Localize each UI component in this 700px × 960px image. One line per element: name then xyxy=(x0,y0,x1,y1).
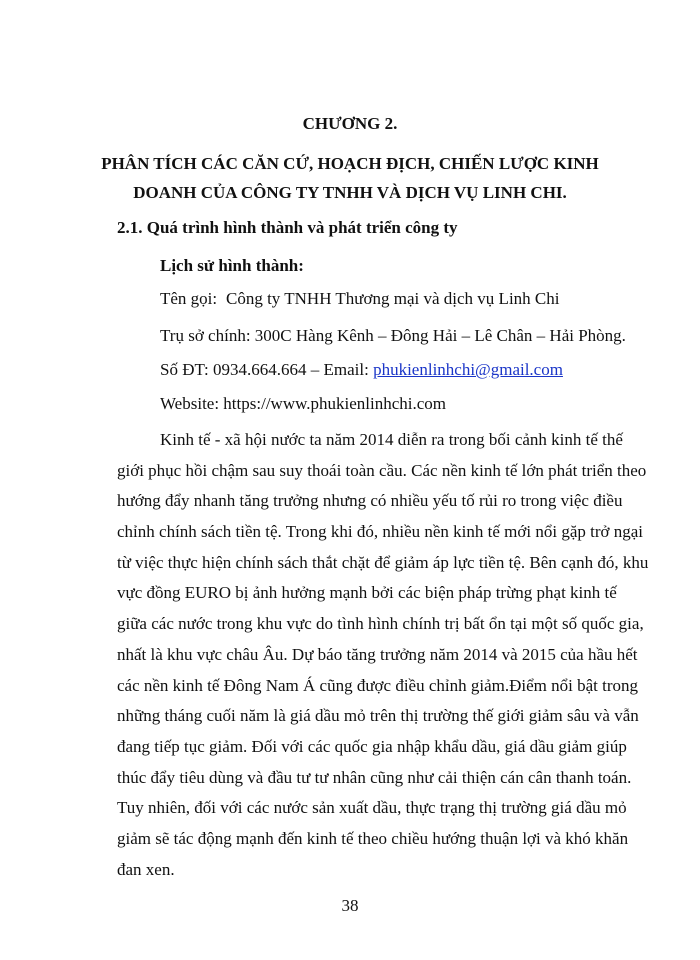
paragraph-line: các nền kinh tế Đông Nam Á cũng được điều chỉnh giảm.Điểm nổi bật trong xyxy=(117,675,638,695)
paragraph-line: đang tiếp tục giảm. Đối với các quốc gia nhập khẩu dầu, giá dầu giảm giúp xyxy=(117,736,627,756)
paragraph-line: đan xen. xyxy=(117,859,175,879)
address-line: Trụ sở chính: 300C Hàng Kênh – Đông Hải – Lê Chân – Hải Phòng. xyxy=(160,326,626,345)
chapter-number: CHƯƠNG 2. xyxy=(302,114,398,133)
page-number: 38 xyxy=(341,896,359,915)
section-heading: 2.1. Quá trình hình thành và phát triển công ty xyxy=(117,218,458,237)
paragraph-line: giới phục hồi chậm sau suy thoái toàn cầu. Các nền kinh tế lớn phát triển theo xyxy=(117,460,647,480)
body-paragraph xyxy=(117,425,649,885)
chapter-title-line-2: DOANH CỦA CÔNG TY TNHH VÀ DỊCH VỤ LINH CHI. xyxy=(133,183,567,202)
paragraph-line: giữa các nước trong khu vực do tình hình chính trị bất ổn tại một số quốc gia, xyxy=(117,614,644,634)
paragraph-line: thúc đẩy tiêu dùng và đầu tư tư nhân cũng như cải thiện cán cân thanh toán. xyxy=(117,767,632,787)
phone-text: Số ĐT: 0934.664.664 – Email: xyxy=(160,360,374,379)
paragraph-line: hướng đẩy nhanh tăng trưởng nhưng có nhiều yếu tố rủi ro trong việc điều xyxy=(117,491,623,511)
name-value: Công ty TNHH Thương mại và dịch vụ Linh Chi xyxy=(226,289,560,308)
paragraph-line: chỉnh chính sách tiền tệ. Trong khi đó, nhiều nền kinh tế mới nổi gặp trở ngại xyxy=(117,522,644,542)
contact-line xyxy=(160,360,563,380)
company-name-line xyxy=(160,289,559,309)
paragraph-line: những tháng cuối năm là giá dầu mỏ trên thị trường thế giới giảm sâu và vẫn xyxy=(117,706,639,726)
paragraph-line: giảm sẽ tác động mạnh đến kinh tế theo chiều hướng thuận lợi và khó khăn xyxy=(117,828,629,848)
paragraph-line: Kinh tế - xã hội nước ta năm 2014 diễn ra trong bối cảnh kinh tế thế xyxy=(160,430,623,449)
website-line: Website: https://www.phukienlinhchi.com xyxy=(160,394,447,413)
history-heading: Lịch sử hình thành: xyxy=(160,256,304,275)
chapter-title-line-1: PHÂN TÍCH CÁC CĂN CỨ, HOẠCH ĐỊCH, CHIẾN LƯỢC KINH xyxy=(101,154,599,173)
paragraph-line: Tuy nhiên, đối với các nước sản xuất dầu, thực trạng thị trường giá dầu mỏ xyxy=(117,798,627,818)
name-label: Tên gọi: xyxy=(160,289,218,308)
paragraph-line: vực đồng EURO bị ảnh hưởng mạnh bởi các biện pháp trừng phạt kinh tế xyxy=(117,583,617,603)
paragraph-line: nhất là khu vực châu Âu. Dự báo tăng trưởng năm 2014 và 2015 của hầu hết xyxy=(117,644,638,664)
email-link[interactable]: phukienlinhchi@gmail.com xyxy=(373,360,563,379)
paragraph-line: từ việc thực hiện chính sách thắt chặt để giảm áp lực tiền tệ. Bên cạnh đó, khu xyxy=(117,552,649,572)
